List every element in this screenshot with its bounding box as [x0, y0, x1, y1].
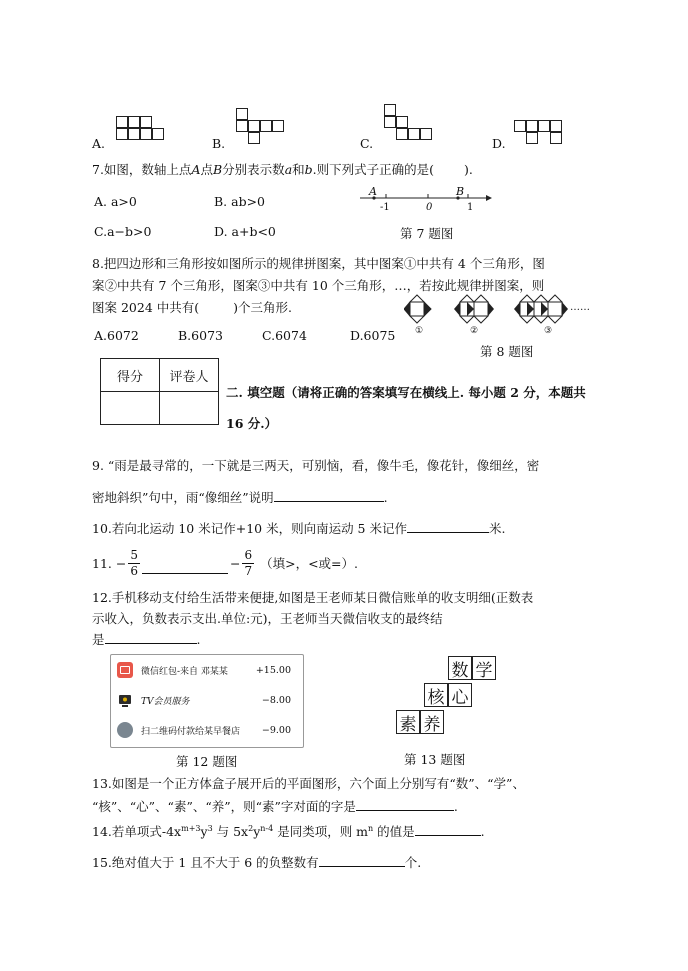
q7-label-one: 1: [467, 202, 474, 213]
q8-option-d[interactable]: D.6075: [350, 328, 396, 343]
cube-face-xin: 心: [448, 683, 472, 707]
bill-row: TV会员服务 −8.00: [117, 689, 297, 711]
q7-label-zero: 0: [426, 202, 433, 213]
wechat-bill-card: [110, 654, 304, 748]
q14: 14.若单项式$-4x^{m+3}y^3$ 与 $5x^2y^{n-4}$ 是同类项，则 $m^n$ 的值是 .: [92, 823, 485, 839]
cube-face-su: 素: [396, 710, 420, 734]
cube-face-yang: 养: [420, 710, 444, 734]
score-table: [100, 358, 219, 425]
q13-line2: “核”、“心”、“素”、“养”，则“素”字对面的字是 .: [92, 799, 458, 814]
q9-line1: 9. “雨是最寻常的，一下就是三两天，可别恼，看，像牛毛，像花针，像细丝，密: [92, 458, 540, 473]
q7-caption: 第 7 题图: [400, 226, 454, 241]
q13-line1: 13.如图是一个正方体盒子展开后的平面图形，六个面上分别写有“数”、“学”、: [92, 776, 525, 791]
q8-dots: ……: [570, 302, 590, 313]
score-header: 得分: [101, 359, 160, 392]
q8-option-b[interactable]: B.6073: [178, 328, 223, 343]
q6-option-c[interactable]: C.: [360, 136, 374, 151]
q12-line1: 12.手机移动支付给生活带来便捷,如图是王老师某日微信账单的收支明细(正数表: [92, 590, 534, 605]
q8-option-c[interactable]: C.6074: [262, 328, 307, 343]
q7-option-d[interactable]: D. a+b<0: [214, 224, 276, 239]
q8-pattern-2: [454, 295, 494, 323]
q9-line2: 密地斜织”句中，雨“像细丝”说明 .: [92, 490, 388, 505]
score-cell[interactable]: [101, 392, 160, 425]
q8-line2: 案②中共有 7 个三角形，图案③中共有 10 个三角形，…，若按此规律拼图案，则: [92, 278, 545, 293]
cube-face-xue: 学: [472, 656, 496, 680]
q8-option-a[interactable]: A.6072: [94, 328, 139, 343]
shop-avatar-icon: [117, 722, 133, 738]
grader-cell[interactable]: [160, 392, 219, 425]
q11-blank[interactable]: [142, 561, 228, 574]
q7-label-neg1: -1: [380, 202, 390, 213]
q8-label-2: ②: [470, 326, 479, 336]
q8-line1: 8.把四边形和三角形按如图所示的规律拼图案，其中图案①中共有 4 个三角形，图: [92, 256, 545, 271]
q15: 15.绝对值大于 1 且不大于 6 的负整数有 个.: [92, 855, 422, 870]
grader-header: 评卷人: [160, 359, 219, 392]
q14-blank[interactable]: [415, 823, 481, 836]
tv-icon: [117, 692, 133, 708]
q10-blank[interactable]: [407, 520, 489, 533]
cube-face-shu: 数: [448, 656, 472, 680]
q12-blank[interactable]: [105, 631, 197, 644]
q8-pattern-figure: [404, 294, 594, 330]
section2-title-2: 16 分.）: [226, 416, 278, 431]
q8-label-3: ③: [544, 326, 553, 336]
q6-option-a[interactable]: A.: [92, 136, 106, 151]
q12-line3: 是 .: [92, 632, 201, 647]
red-packet-icon: [117, 662, 133, 678]
q6-option-b[interactable]: B.: [212, 136, 226, 151]
bill-row: 微信红包-来自 邓某某 +15.00: [117, 659, 297, 681]
q8-line3: 图案 2024 中共有( )个三角形.: [92, 300, 292, 315]
q6-option-d[interactable]: D.: [492, 136, 506, 151]
q7-label-a: A: [369, 185, 377, 198]
q7-stem: 7.如图，数轴上点A点B分别表示数a和b.则下列式子正确的是( ).: [92, 162, 473, 177]
section2-title: 二. 填空题（请将正确的答案填写在横线上. 每小题 2 分，本题共: [226, 385, 586, 400]
cube-face-he: 核: [424, 683, 448, 707]
q13-blank[interactable]: [356, 798, 454, 811]
q15-blank[interactable]: [319, 854, 405, 867]
q7-option-c[interactable]: C.a−b>0: [94, 224, 152, 239]
q12-caption: 第 12 题图: [176, 754, 238, 769]
q8-label-1: ①: [415, 326, 424, 336]
q13-caption: 第 13 题图: [404, 752, 466, 767]
q12-line2: 示收入，负数表示支出.单位:元)，王老师当天微信收支的最终结: [92, 611, 443, 626]
q8-pattern-1: [404, 295, 431, 323]
q10: 10.若向北运动 10 米记作+10 米，则向南运动 5 米记作 米.: [92, 521, 506, 536]
q8-caption: 第 8 题图: [480, 344, 534, 359]
q11-fraction-1: $\frac{5}{6}$: [130, 547, 138, 578]
q7-label-b: B: [456, 185, 465, 198]
q8-pattern-3: [514, 295, 568, 323]
q7-option-b[interactable]: B. ab>0: [214, 194, 266, 209]
q11: 11. − $\frac{5}{6}$ − $\frac{6}{7}$ （填>，<或=）.: [92, 547, 358, 578]
q11-fraction-2: $\frac{6}{7}$: [244, 547, 253, 578]
q7-option-a[interactable]: A. a>0: [94, 194, 137, 209]
bill-row: 扫二维码付款给某早餐店 −9.00: [117, 719, 297, 741]
q9-blank[interactable]: [274, 489, 384, 502]
